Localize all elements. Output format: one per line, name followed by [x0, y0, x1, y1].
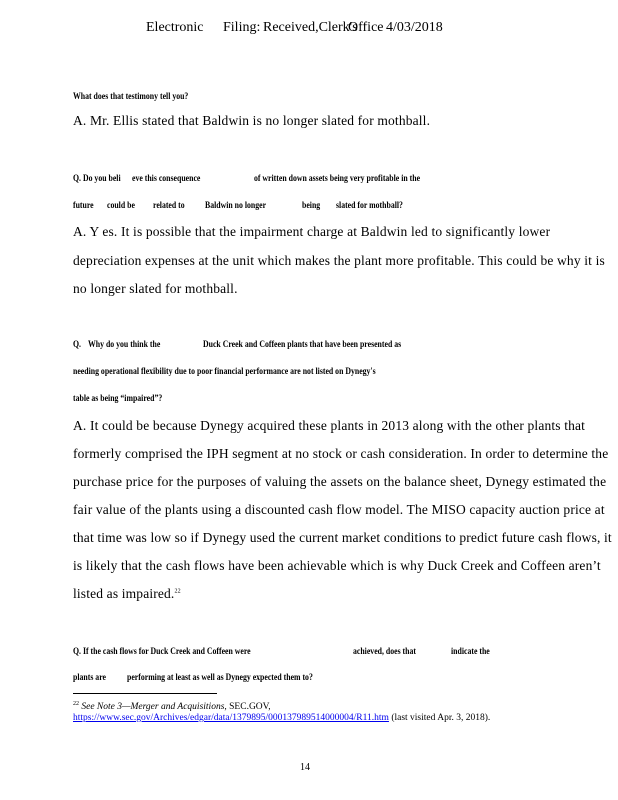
answer-2-line: no longer slated for mothball. — [73, 281, 238, 296]
header-office: Office — [348, 20, 384, 35]
question-2-part: being — [302, 201, 321, 211]
header-date: 4/03/2018 — [386, 20, 443, 35]
footnote-source: , SEC.GOV, — [224, 702, 271, 713]
question-4-part: plants are — [73, 673, 106, 683]
answer-3-line: is likely that the cash flows have been achievable which is why Duck Creek and Coffeen aren’t — [73, 558, 601, 573]
answer-3-line: A. It could be because Dynegy acquired these plants in 2013 along with the other plants that — [73, 418, 586, 433]
question-2-part: eve this consequence — [132, 174, 201, 184]
answer-3-line: formerly comprised the IPH segment at no stock or cash consideration. In order to determine the — [73, 446, 609, 461]
footnote-visited: (last visited Apr. 3, 2018). — [388, 713, 491, 723]
footnote-line-2 — [73, 713, 490, 723]
answer-3-line: fair value of the plants using a discounted cash flow model. The MISO capacity auction price at — [73, 502, 605, 517]
question-3-line: needing operational flexibility due to poor financial performance are not listed on Dynegy's — [73, 367, 376, 377]
question-4-part: achieved, does that — [353, 647, 416, 657]
header-received: Received,Clerk's — [263, 20, 358, 35]
footnote-reference: 22 — [174, 588, 181, 595]
question-1: What does that testimony tell you? — [73, 92, 189, 102]
header-filing: Filing: — [223, 20, 261, 35]
footnote-title: See Note 3—Merger and Acquisitions — [79, 702, 225, 713]
page-number: 14 — [300, 762, 310, 773]
answer-3-last-text: listed as impaired. — [73, 586, 175, 601]
answer-2-line: A. Y es. It is possible that the impairment charge at Baldwin led to significantly lower — [73, 224, 551, 239]
question-3-line: table as being “impaired”? — [73, 394, 163, 404]
question-3-part: Q. — [73, 340, 82, 350]
question-3-part: Duck Creek and Coffeen plants that have been presented as — [203, 340, 402, 350]
question-2-part: could be — [107, 201, 135, 211]
question-4-part: Q. If the cash flows for Duck Creek and Coffeen were — [73, 647, 251, 657]
question-2-part: Baldwin no longer — [205, 201, 267, 211]
question-2-part: of written down assets being very profitable in the — [254, 174, 421, 184]
question-4-part: indicate the — [451, 647, 490, 657]
question-2-part: future — [73, 201, 94, 211]
footnote-divider — [73, 693, 217, 694]
answer-3-line — [73, 586, 181, 602]
answer-1: A. Mr. Ellis stated that Baldwin is no longer slated for mothball. — [73, 113, 431, 128]
answer-3-line: purchase price for the purposes of valuing the assets on the balance sheet, Dynegy estimated the — [73, 474, 607, 489]
question-2-part: Q. Do you beli — [73, 174, 121, 184]
footnote-number: 22 — [73, 701, 79, 707]
answer-3-line: that time was low so if Dynegy used the current market conditions to predict future cash flows, it — [73, 530, 612, 545]
question-3-part: Why do you think the — [88, 340, 161, 350]
question-2-part: related to — [153, 201, 185, 211]
question-2-part: slated for mothball? — [336, 201, 403, 211]
footnote-link[interactable]: https://www.sec.gov/Archives/edgar/data/1379895/000137989514000004/R11.htm — [73, 713, 389, 723]
footnote-line-1 — [73, 701, 271, 712]
question-4-part: performing at least as well as Dynegy expected them to? — [127, 673, 313, 683]
header-electronic: Electronic — [146, 20, 204, 35]
answer-2-line: depreciation expenses at the unit which makes the plant more profitable. This could be why it is — [73, 253, 605, 268]
